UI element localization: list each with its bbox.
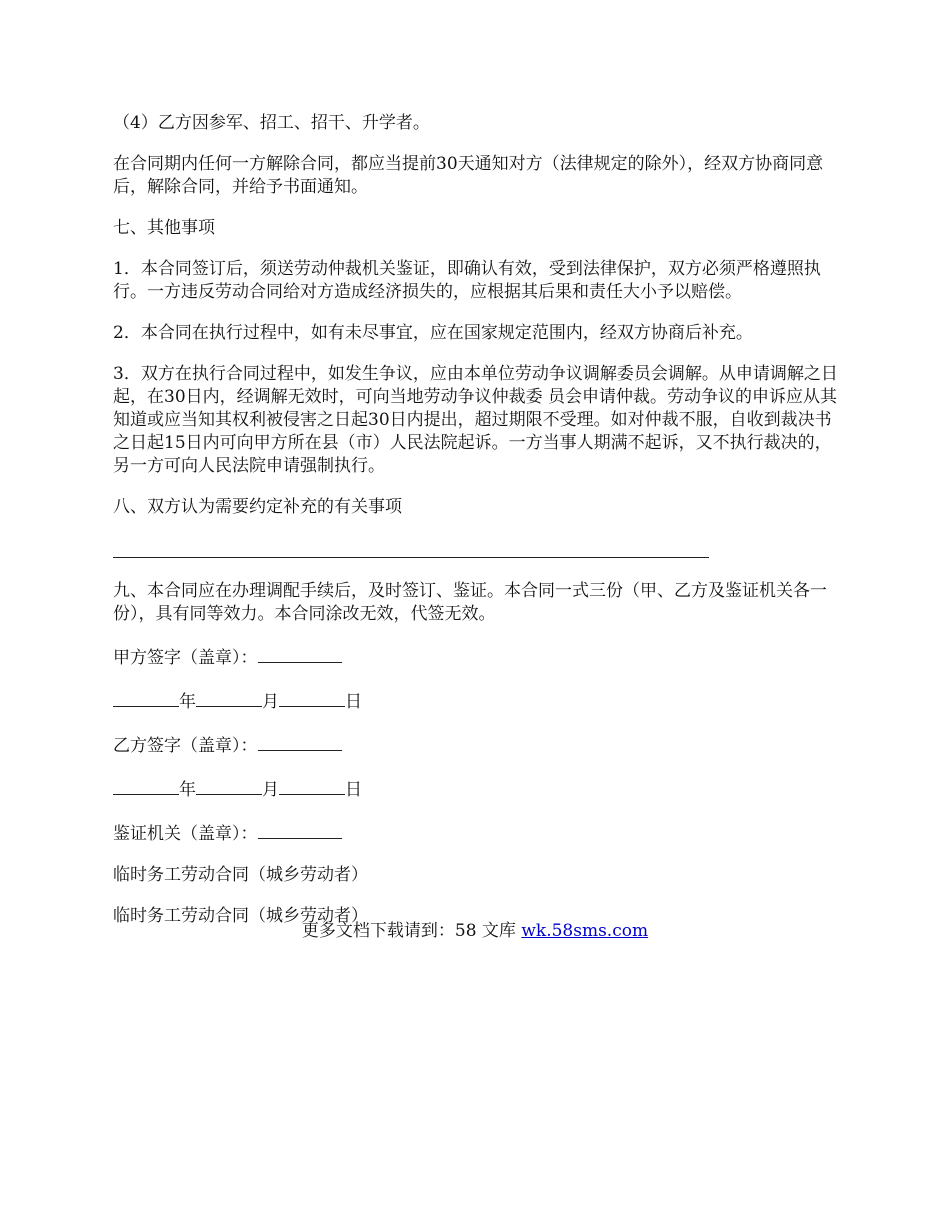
notary-signature-label: 鉴证机关（盖章）：	[113, 824, 258, 844]
day-label: 日	[345, 692, 362, 712]
download-footer	[0, 920, 950, 943]
section-8-heading: 八、双方认为需要约定补充的有关事项	[113, 497, 402, 517]
month-label: 月	[262, 780, 279, 800]
notary-signature-blank	[258, 820, 342, 839]
party-a-date-row	[113, 688, 843, 714]
termination-notice-text: 在合同期内任何一方解除合同，都应当提前30天通知对方（法律规定的除外），经双方协商同意后，解除合同，并给予书面通知。	[113, 154, 824, 197]
contract-title-2: 临时务工劳动合同（城乡劳动者）	[113, 906, 368, 926]
section-9-text: 九、本合同应在办理调配手续后，及时签订、鉴证。本合同一式三份（甲、乙方及鉴证机关各一份），具有同等效力。本合同涂改无效，代签无效。	[113, 581, 827, 624]
supplement-blank-line	[113, 537, 709, 558]
year-label: 年	[179, 692, 196, 712]
section-7-heading: 七、其他事项	[113, 218, 215, 238]
party-a-year-blank	[113, 688, 179, 707]
party-b-year-blank	[113, 776, 179, 795]
notary-signature-row	[113, 820, 843, 846]
document-body	[113, 112, 843, 946]
clause-4-text: （4）乙方因参军、招工、招干、升学者。	[113, 113, 430, 133]
party-a-month-blank	[196, 688, 262, 707]
party-b-date-row	[113, 776, 843, 802]
contract-title-1: 临时务工劳动合同（城乡劳动者）	[113, 865, 368, 885]
section-7-item-1: 1．本合同签订后，须送劳动仲裁机关鉴证，即确认有效，受到法律保护，双方必须严格遵照执行。一方违反劳动合同给对方造成经济损失的，应根据其后果和责任大小予以赔偿。	[113, 259, 821, 302]
party-b-signature-label: 乙方签字（盖章）：	[113, 736, 258, 756]
party-a-day-blank	[279, 688, 345, 707]
section-7-item-3: 3．双方在执行合同过程中，如发生争议，应由本单位劳动争议调解委员会调解。从申请调解之日起，在30日内，经调解无效时，可向当地劳动争议仲裁委 员会申请仲裁。劳动争议的申诉应从其知道或应当知其权利被侵害之日起30日内提出，超过期限不受理。如对仲裁不服，自收到裁决书之日起15日内可向甲方所在县（市）人民法院起诉。一方当事人期满不起诉，又不执行裁决的，另一方可向人民法院申请强制执行。	[113, 364, 838, 476]
footer-link[interactable]: wk.58sms.com	[521, 921, 649, 941]
party-b-signature-row	[113, 732, 843, 758]
party-b-month-blank	[196, 776, 262, 795]
section-7-item-2: 2．本合同在执行过程中，如有未尽事宜，应在国家规定范围内，经双方协商后补充。	[113, 323, 753, 343]
party-a-signature-blank	[258, 644, 342, 663]
party-a-signature-label: 甲方签字（盖章）：	[113, 648, 258, 668]
party-b-day-blank	[279, 776, 345, 795]
month-label: 月	[262, 692, 279, 712]
year-label: 年	[179, 780, 196, 800]
day-label: 日	[345, 780, 362, 800]
party-a-signature-row	[113, 644, 843, 670]
party-b-signature-blank	[258, 732, 342, 751]
footer-text: 更多文档下载请到：58 文库	[301, 921, 522, 941]
